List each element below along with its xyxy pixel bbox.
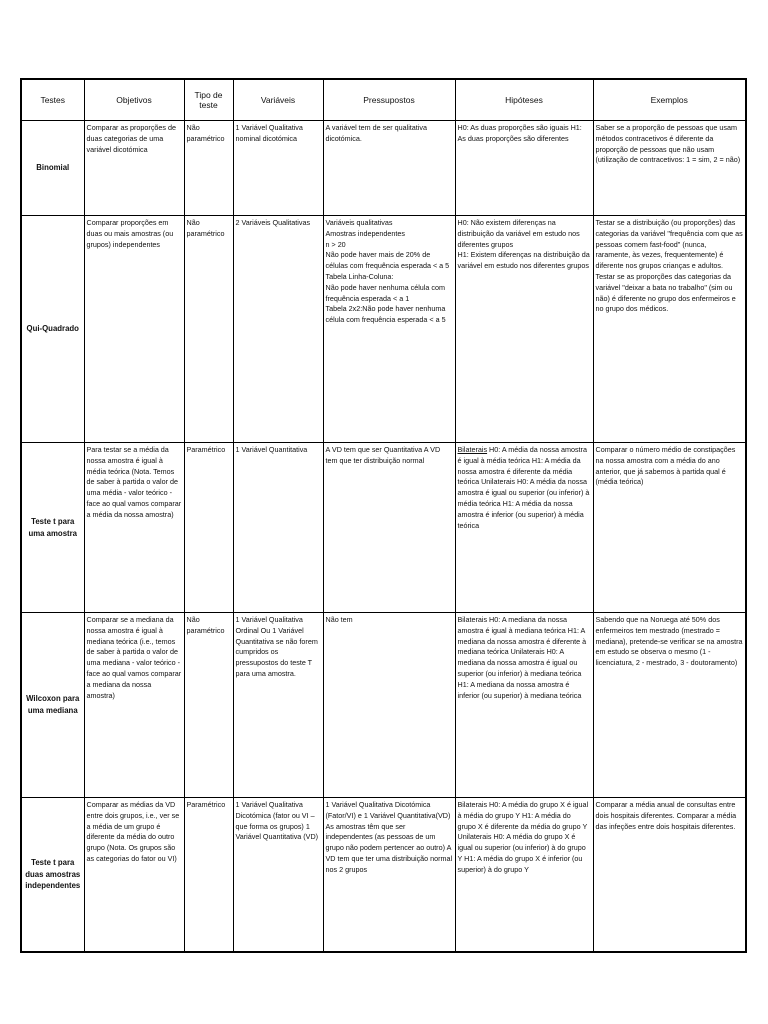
pressupostos-cell: A variável tem de ser qualitativa dicotómica. <box>323 121 455 216</box>
test-name-cell: Teste t para uma amostra <box>21 443 84 613</box>
hipoteses-cell: Bilaterais H0: A média do grupo X é igual à média do grupo Y H1: A média do grupo X é diferente da média do grupo Y Unilaterais H0: A média do grupo X é igual ou superior (ou inferior) à do grupo Y H1: A média do grupo X é inferior (ou superior) à do grupo Y <box>455 798 593 953</box>
table-row <box>21 443 746 613</box>
tipo-cell: Não paramétrico <box>184 121 233 216</box>
objetivos-cell: Comparar as proporções de duas categorias de uma variável dicotómica <box>84 121 184 216</box>
variaveis-cell: 1 Variável Quantitativa <box>233 443 323 613</box>
test-name-cell: Teste t para duas amostras independentes <box>21 798 84 953</box>
exemplos-cell: Sabendo que na Noruega até 50% dos enfermeiros tem mestrado (mestrado = mediana), pretende-se verificar se na amostra em estudo se observa o mesmo (1 - licenciatura, 2 - mestrado, 3 - doutoramento) <box>593 613 746 798</box>
column-header-exemplos: Exemplos <box>593 79 746 121</box>
column-header-objetivos: Objetivos <box>84 79 184 121</box>
table-row <box>21 798 746 953</box>
variaveis-cell: 1 Variável Qualitativa Dicotómica (fator ou VI – que forma os grupos) 1 Variável Quantitativa (VD) <box>233 798 323 953</box>
pressupostos-cell: Variáveis qualitativas Amostras independentes n > 20 Não pode haver mais de 20% de células com frequência esperada < a 5 Tabela Linha-Coluna: Não pode haver nenhuma célula com frequência esperada < a 1 Tabela 2x2:Não pode haver nenhuma célula com frequência esperada < a 5 <box>323 216 455 443</box>
tipo-cell: Paramétrico <box>184 443 233 613</box>
table-row <box>21 216 746 443</box>
pressupostos-cell: Não tem <box>323 613 455 798</box>
exemplos-cell: Comparar a média anual de consultas entre dois hospitais diferentes. Comparar a média das infeções entre dois hospitais diferentes. <box>593 798 746 953</box>
pressupostos-cell: A VD tem que ser Quantitativa A VD tem que ter distribuição normal <box>323 443 455 613</box>
variaveis-cell: 1 Variável Qualitativa nominal dicotómica <box>233 121 323 216</box>
column-header-variaveis: Variáveis <box>233 79 323 121</box>
pressupostos-cell: 1 Variável Qualitativa Dicotómica (Fator/VI) e 1 Variável Quantitativa(VD) As amostras têm que ser independentes (as pessoas de um grupo não podem pertencer ao outro) A VD tem que ter uma distribuição normal nos 2 grupos <box>323 798 455 953</box>
exemplos-cell: Comparar o número médio de constipações na nossa amostra com a média do ano anterior, que já sabemos à partida qual é (média teórica) <box>593 443 746 613</box>
table-row <box>21 121 746 216</box>
column-header-hipoteses: Hipóteses <box>455 79 593 121</box>
objetivos-cell: Comparar proporções em duas ou mais amostras (ou grupos) independentes <box>84 216 184 443</box>
hipoteses-cell: H0: As duas proporções são iguais H1: As duas proporções são diferentes <box>455 121 593 216</box>
objetivos-cell: Comparar as médias da VD entre dois grupos, i.e., ver se a média de um grupo é diferente da média do outro grupo (Nota. Os grupos são as categorias do fator ou VI) <box>84 798 184 953</box>
header-row <box>21 79 746 121</box>
table-row <box>21 613 746 798</box>
statistical-tests-table <box>20 78 747 953</box>
tipo-cell: Não paramétrico <box>184 216 233 443</box>
test-name-cell: Binomial <box>21 121 84 216</box>
variaveis-cell: 2 Variáveis Qualitativas <box>233 216 323 443</box>
tipo-cell: Paramétrico <box>184 798 233 953</box>
objetivos-cell: Para testar se a média da nossa amostra é igual à média teórica (Nota. Temos de saber à partida o valor de uma média - valor teórico - face ao qual vamos comparar a média da nossa amostra) <box>84 443 184 613</box>
exemplos-cell: Testar se a distribuição (ou proporções) das categorias da variável "frequência com que as pessoas comem fast-food" (nunca, raramente, às vezes, frequentemente) é diferente nos grupos crianças e adultos. Testar se as proporções das categorias da variável "deixar a bata no trabalho" (sim ou não) é diferente no grupo dos enfermeiros e no grupo dos médicos. <box>593 216 746 443</box>
test-name-cell: Qui-Quadrado <box>21 216 84 443</box>
objetivos-cell: Comparar se a mediana da nossa amostra é igual à mediana teórica (i.e., temos de saber à partida o valor de uma mediana - valor teórico - face ao qual vamos comparar a mediana da nossa amostra) <box>84 613 184 798</box>
variaveis-cell: 1 Variável Qualitativa Ordinal Ou 1 Variável Quantitativa se não forem cumpridos os pressupostos do teste T para uma amostra. <box>233 613 323 798</box>
exemplos-cell: Saber se a proporção de pessoas que usam métodos contracetivos é diferente da proporção de pessoas que não usam (utilização de contracetivos: 1 = sim, 2 = não) <box>593 121 746 216</box>
test-name-cell: Wilcoxon para uma mediana <box>21 613 84 798</box>
hipoteses-cell <box>455 443 593 613</box>
hipoteses-text: H0: A média da nossa amostra é igual à média teórica H1: A média da nossa amostra é diferente da média teórica Unilaterais H0: A média da nossa amostra é igual ou superior (ou inferior) à média teórica H1: A média da nossa amostra é inferior (ou superior) à média teórica <box>457 445 590 530</box>
column-header-pressupostos: Pressupostos <box>323 79 455 121</box>
hipoteses-cell: H0: Não existem diferenças na distribuição da variável em estudo nos diferentes grupos H1: Existem diferenças na distribuição da variável em estudo nos diferentes grupos <box>455 216 593 443</box>
column-header-testes: Testes <box>21 79 84 121</box>
tipo-cell: Não paramétrico <box>184 613 233 798</box>
column-header-tipo-de-teste: Tipo de teste <box>184 79 233 121</box>
hipoteses-lead: Bilaterais <box>457 445 488 454</box>
hipoteses-cell: Bilaterais H0: A mediana da nossa amostra é igual à mediana teórica H1: A mediana da nossa amostra é diferente à mediana teórica Unilaterais H0: A mediana da nossa amostra é igual ou superior (ou inferior) à mediana teórica H1: A mediana da nossa amostra é inferior (ou superior) à mediana teórica <box>455 613 593 798</box>
